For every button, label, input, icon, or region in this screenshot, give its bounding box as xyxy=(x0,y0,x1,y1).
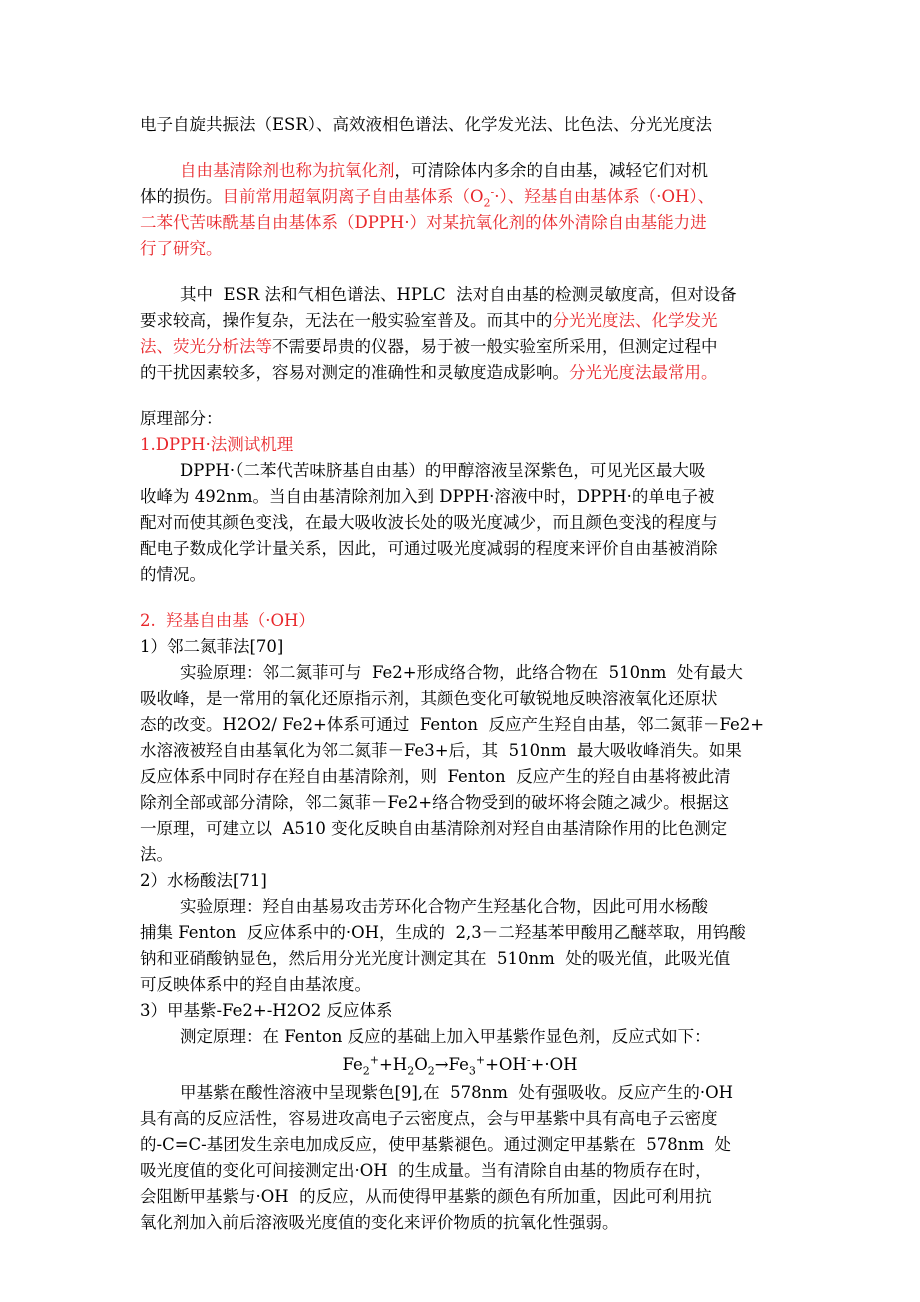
dpph-line: DPPH·（二苯代苦味脐基自由基）的甲醇溶液呈深紫色，可见光区最大吸 xyxy=(180,461,706,480)
para1-line3: 二苯代苦味酰基自由基体系（DPPH·）对某抗氧化剂的体外清除自由基能力进 xyxy=(140,213,707,232)
methyl-violet-intro: 测定原理：在 Fenton 反应的基础上加入甲基紫作显色剂，反应式如下： xyxy=(180,1027,711,1046)
phenanthroline-line: 实验原理：邻二氮菲可与 Fe2+形成络合物，此络合物在 510nm 处有最大 xyxy=(180,663,743,682)
phenanthroline-line: 法。 xyxy=(140,845,173,864)
eq-o: O xyxy=(414,1055,428,1074)
eq-sub: 3 xyxy=(468,1064,476,1078)
para2-line4-text: 的干扰因素较多，容易对测定的准确性和灵敏度造成影响。 xyxy=(140,363,569,382)
dpph-line: 配对而使其颜色变浅，在最大吸收波长处的吸光度减少，而且颜色变浅的程度与 xyxy=(140,513,718,532)
methyl-violet-line: 氧化剂加入前后溶液吸光度值的变化来评价物质的抗氧化性强弱。 xyxy=(140,1213,619,1232)
eq-h: +H xyxy=(378,1055,408,1074)
hydroxyl-title: 2. 羟基自由基（·OH） xyxy=(140,611,315,630)
principle-heading: 原理部分： xyxy=(140,409,223,428)
salicylic-line: 钠和亚硝酸钠显色，然后用分光光度计测定其在 510nm 处的吸光值，此吸光值 xyxy=(140,949,731,968)
eq-oh: +OH xyxy=(485,1055,527,1074)
phenanthroline-line: 水溶液被羟自由基氧化为邻二氮菲－Fe3+后，其 510nm 最大吸收峰消失。如果 xyxy=(140,741,742,760)
methyl-violet-line: 甲基紫在酸性溶液中呈现紫色[9],在 578nm 处有强吸收。反应产生的·OH xyxy=(180,1083,734,1102)
dpph-line: 收峰为 492nm。当自由基清除剂加入到 DPPH·溶液中时，DPPH·的单电子被 xyxy=(140,487,715,506)
eq-sub: 2 xyxy=(427,1064,435,1078)
para1-line2 xyxy=(140,184,714,210)
fenton-equation xyxy=(140,1052,780,1078)
eq-sub: 2 xyxy=(362,1064,370,1078)
spectrophotometry-most-common: 分光光度法最常用。 xyxy=(569,363,718,382)
eq-end: +·OH xyxy=(530,1055,578,1074)
o2-subscript: 2 xyxy=(483,196,491,210)
phenanthroline-line: 除剂全部或部分清除，邻二氮菲－Fe2+络合物受到的破坏将会随之减少。根据这 xyxy=(140,793,730,812)
methyl-violet-line: 具有高的反应活性，容易进攻高电子云密度点，会与甲基紫中具有高电子云密度 xyxy=(140,1109,718,1128)
salicylic-line: 可反映体系中的羟自由基浓度。 xyxy=(140,975,371,994)
eq-sup: + xyxy=(475,1053,486,1067)
para2-line4 xyxy=(140,360,718,386)
eq-sup: + xyxy=(369,1053,379,1067)
para1-line2-start: 体的损伤。 xyxy=(140,187,223,206)
dpph-line: 的情况。 xyxy=(140,565,206,584)
phenanthroline-line: 一原理，可建立以 A510 变化反映自由基清除剂对羟自由基清除作用的比色测定 xyxy=(140,819,728,838)
eq-sub: 2 xyxy=(407,1064,415,1078)
para2-line3-text: 不需要昂贵的仪器，易于被一般实验室所采用，但测定过程中 xyxy=(272,337,718,356)
phenanthroline-title: 1）邻二氮菲法[70] xyxy=(140,637,284,656)
antioxidant-definition: 自由基清除剂也称为抗氧化剂 xyxy=(180,161,395,180)
methyl-violet-line: 吸光度值的变化可间接测定出·OH 的生成量。当有清除自由基的物质存在时， xyxy=(140,1161,712,1180)
methyl-violet-line: 会阻断甲基紫与·OH 的反应，从而使得甲基紫的颜色有所加重，因此可利用抗 xyxy=(140,1187,712,1206)
para1-line1-rest: ，可清除体内多余的自由基，减轻它们对机 xyxy=(394,161,708,180)
para2-line3 xyxy=(140,334,718,360)
hydroxyl-system: ·）、羟基自由基体系（·OH）、 xyxy=(494,187,715,206)
eq-sup: - xyxy=(526,1053,531,1067)
salicylic-line: 捕集 Fenton 反应体系中的·OH，生成的 2,3－二羟基苯甲酸用乙醚萃取，用钨酸 xyxy=(140,923,746,942)
methyl-violet-line: 的-C=C-基团发生亲电加成反应，使甲基紫褪色。通过测定甲基紫在 578nm 处 xyxy=(140,1135,731,1154)
para2-line1: 其中 ESR 法和气相色谱法、HPLC 法对自由基的检测灵敏度高，但对设备 xyxy=(180,285,737,304)
para1-line4: 行了研究。 xyxy=(140,239,223,258)
para2-line2-highlight: 分光光度法、化学发光 xyxy=(552,311,718,330)
salicylic-title: 2）水杨酸法[71] xyxy=(140,871,267,890)
para2-line2-text: 要求较高，操作复杂，无法在一般实验室普及。而其中的 xyxy=(140,311,553,330)
phenanthroline-line: 吸收峰，是一常用的氧化还原指示剂，其颜色变化可敏锐地反映溶液氧化还原状 xyxy=(140,689,718,708)
para2-line3-highlight: 法、荧光分析法等 xyxy=(140,337,272,356)
phenanthroline-line: 反应体系中同时存在羟自由基清除剂，则 Fenton 反应产生的羟自由基将被此清 xyxy=(140,767,731,786)
para1-line1 xyxy=(180,158,708,184)
salicylic-line: 实验原理：羟自由基易攻击芳环化合物产生羟基化合物，因此可用水杨酸 xyxy=(180,897,708,916)
para2-line2 xyxy=(140,308,718,334)
superoxide-system: 目前常用超氧阴离子自由基体系（O xyxy=(222,187,484,206)
dpph-line: 配电子数成化学计量关系，因此，可通过吸光度减弱的程度来评价自由基被消除 xyxy=(140,539,718,558)
o2-superscript: - xyxy=(490,185,495,199)
eq-fe: Fe xyxy=(342,1055,363,1074)
methods-list: 电子自旋共振法（ESR）、高效液相色谱法、化学发光法、比色法、分光光度法 xyxy=(140,115,713,134)
dpph-title: 1.DPPH·法测试机理 xyxy=(140,435,294,454)
methyl-violet-title: 3）甲基紫-Fe2+-H2O2 反应体系 xyxy=(140,1001,393,1020)
phenanthroline-line: 态的改变。H2O2/ Fe2+体系可通过 Fenton 反应产生羟自由基，邻二氮菲－Fe2+ xyxy=(140,715,765,734)
eq-arrow-fe: →Fe xyxy=(434,1055,469,1074)
